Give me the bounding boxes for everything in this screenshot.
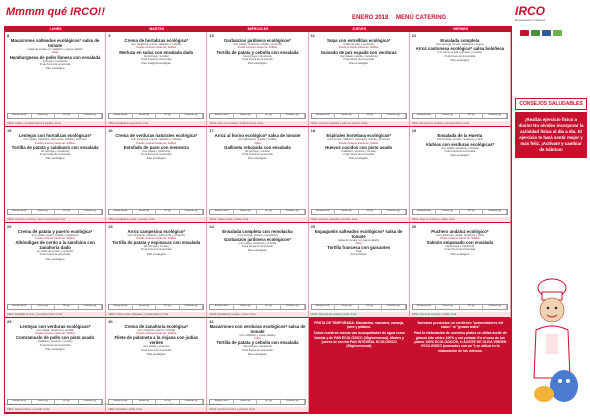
nutrition-label: Proteínas (g): [180, 210, 204, 214]
second-course: Tortilla de patata y cebolla con ensalada: [216, 340, 299, 346]
logo-subtitle: Restauración colectiva: [515, 18, 546, 22]
allergen-note: Puede contener trazas de: Sulfitos: [136, 236, 177, 240]
nutrition-label: HC (g): [55, 305, 79, 309]
second-course: Merluza en salsa con ensalada dado: [119, 49, 194, 55]
dessert: Fruta fresca de temporada: [140, 248, 172, 252]
nutrition-label: Proteínas (g): [180, 114, 204, 118]
nutrition-table: [7, 304, 103, 310]
bread: Pan ecológico: [45, 156, 65, 161]
day-cell: [106, 318, 207, 413]
day-cell: [410, 223, 511, 318]
first-course-detail: (con patata, puerro, cebolla y zanahoria): [31, 233, 79, 237]
nutrition-label: Proteínas (g): [180, 400, 204, 404]
dinner-suggestion: CENA: Menestra de verduras y pollo. Fruta: [309, 312, 409, 317]
nutrition-label: Energía (kcal): [109, 305, 133, 309]
nutrition-label: Energía (kcal): [312, 114, 336, 118]
nutrition-label: Proteínas (g): [483, 305, 507, 309]
day-number: 15: [7, 128, 12, 134]
nutrition-label: HC (g): [359, 114, 383, 118]
nutrition-label: Proteínas (g): [382, 305, 406, 309]
first-course: Ensalada completa con remolacha: [222, 228, 293, 234]
first-course: Crema de zanahoria ecológica*: [124, 323, 189, 329]
nutrition-table: [412, 113, 508, 119]
second-course-detail: (con patata y pimiento): [143, 345, 170, 349]
second-course-detail: (con patata, zanahoria y cebolla): [238, 241, 277, 245]
second-course-detail: (de lechuga y zanahoria): [40, 149, 70, 153]
nutrition-label: HC (g): [460, 114, 484, 118]
second-course: Gallineta rebozada con ensalada: [224, 144, 291, 150]
eco-info-line: Nuestros productos no contienen "potenciadores del sabor" ni "grasas trans": [417, 320, 504, 330]
dessert: Fruta fresca de temporada: [140, 153, 172, 157]
dessert: Fruta fresca de temporada: [140, 57, 172, 61]
day-cell: [5, 223, 106, 318]
nutrition-label: Grasas (g): [234, 114, 258, 118]
first-course-detail: (con zanahoria, calabacín, judía verde y pimiento): [127, 233, 185, 237]
nutrition-label: HC (g): [156, 210, 180, 214]
second-course-detail: (de lechuga y tomate): [244, 149, 271, 153]
nutrition-label: Grasas (g): [436, 210, 460, 214]
first-course-detail: (con zanahoria, puerro, calabacín y cebolla): [131, 138, 182, 142]
nutrition-label: Grasas (g): [335, 114, 359, 118]
first-course: Espaguetis salteados ecológicos* salsa de tomate: [314, 228, 403, 239]
dessert: Fruta fresca de temporada: [343, 153, 374, 157]
nutrition-label: Grasas (g): [436, 114, 460, 118]
first-course: Puchero andaluz ecológico*: [431, 228, 489, 234]
first-course-detail: (salsa de tomate con calabacín y queso rallado): [27, 48, 83, 51]
day-number: 26: [411, 223, 417, 229]
nutrition-label: Energía (kcal): [8, 400, 32, 404]
nutrition-label: Grasas (g): [436, 305, 460, 309]
day-number: 23: [108, 223, 113, 229]
allergen-note: Dieta: [52, 51, 59, 55]
dinner-suggestion: CENA: Ensalada de arroz y pescado al horno. Fruta: [5, 312, 105, 317]
day-cell: [5, 318, 106, 413]
nutrition-label: Proteínas (g): [79, 210, 103, 214]
allergen-note: Puede contener trazas de: Sulfitos: [338, 46, 379, 50]
first-course-detail: (con lechuga, tomate, zanahoria y maíz): [436, 138, 484, 142]
second-course-detail: (de lechuga y zanahoria): [445, 245, 475, 249]
day-number: 29: [7, 318, 12, 324]
nutrition-label: Energía (kcal): [413, 305, 437, 309]
nutrition-table: [209, 304, 305, 310]
second-course: Tortilla de patata y calabacín con ensalada: [11, 144, 99, 150]
dessert: Fruta fresca de temporada: [242, 348, 273, 352]
day-cell: [309, 127, 410, 222]
day-header: LUNES: [5, 27, 106, 32]
second-course: Garbanzos jardinera ecológicos*: [224, 236, 291, 242]
second-course: Albóndigas de cerdo a la samfaina con zanahoria dado: [15, 240, 95, 251]
dessert: Fruta fresca de temporada: [444, 54, 476, 58]
bread: Pan ecológico: [248, 248, 267, 253]
nutrition-label: Energía (kcal): [210, 305, 234, 309]
day-header: MARTES: [106, 27, 207, 32]
second-course-detail: (calabacín, pimiento y tomate): [341, 149, 377, 153]
dinner-suggestion: CENA: Sopa de fideos y pescado. Fruta: [5, 407, 105, 412]
nutrition-label: Grasas (g): [234, 305, 258, 309]
bread: Pan ecológico: [248, 61, 267, 66]
nutrition-label: Energía (kcal): [312, 305, 336, 309]
nutrition-label: Grasas (g): [32, 305, 56, 309]
nutrition-label: HC (g): [55, 114, 79, 118]
nutrition-label: Grasas (g): [234, 210, 258, 214]
day-number: 16: [108, 128, 113, 134]
dinner-suggestion: CENA: Ensalada de pasta y pescado. Fruta: [106, 217, 206, 222]
bread: Pan ecológico: [45, 66, 65, 71]
bread: Pan ecológico: [146, 156, 166, 161]
day-cell: [309, 223, 410, 318]
second-course-detail: (con carne picada, guisantes y tomate): [437, 51, 483, 55]
nutrition-label: Energía (kcal): [8, 305, 32, 309]
bread: Pan integral ecológico: [141, 61, 172, 66]
day-number: 17: [209, 128, 214, 134]
dinner-suggestion: CENA: Crema de verduras y tortilla. Fruta: [410, 312, 510, 317]
nutrition-label: HC (g): [359, 305, 383, 309]
nutrition-label: Energía (kcal): [210, 210, 234, 214]
dessert: Fruta fresca de temporada: [444, 149, 476, 153]
allergen-note: Puede contener trazas de: Sulfitos: [237, 46, 278, 50]
nutrition-label: Proteínas (g): [180, 305, 204, 309]
nutrition-label: HC (g): [156, 400, 180, 404]
nutrition-label: Energía (kcal): [109, 210, 133, 214]
second-course: Tortilla de patata y cebolla con ensalada: [216, 49, 299, 55]
nutrition-label: Proteínas (g): [281, 114, 305, 118]
dessert: Pan ecológico: [350, 253, 367, 257]
day-cell: [309, 32, 410, 127]
nutrition-label: Grasas (g): [133, 400, 157, 404]
second-course: Tortilla francesa con guisantes: [327, 245, 391, 251]
eco-info-box: [410, 318, 511, 413]
first-course: Espirales hortelana ecológicas*: [326, 133, 392, 139]
bread: Pan ecológico: [450, 57, 470, 62]
day-header: VIERNES: [410, 27, 511, 32]
allergen-note: Dieta: [355, 241, 362, 245]
allergen-note: Puede contener trazas de: Sulfitos: [35, 141, 75, 145]
chef-mascot-illustration: [524, 268, 580, 408]
allergen-note: Puede contener trazas de: Sulfitos: [35, 332, 75, 336]
day-cell: [5, 32, 106, 127]
day-cell: [207, 318, 308, 413]
dinner-suggestion: CENA: Judías verdes y tortilla. Fruta: [207, 217, 307, 222]
first-course: Ensalada de la Huerta: [437, 133, 483, 139]
first-course-detail: (con patata, zanahoria, judía verde, cebolla y pimiento): [23, 138, 87, 142]
eu-organic-icon: [553, 30, 562, 36]
dinner-suggestion: CENA: Menestra de verduras y pescado blanco. Fruta: [410, 121, 510, 126]
second-course: Contramuslo de pollo con pisto asado: [16, 335, 95, 341]
menu-calendar-grid: [4, 26, 512, 414]
day-number: 18: [310, 128, 316, 134]
day-cell: [106, 223, 207, 318]
nutrition-label: Grasas (g): [335, 210, 359, 214]
nutrition-label: Grasas (g): [234, 400, 258, 404]
nutrition-label: HC (g): [257, 210, 281, 214]
footer-note: Consulte las fichas con el contenido nutricional y alérgenos de cada plato a su disposición en el centro. Menú elaborado por nutricionistas del departamento de calidad de IRCO. La información nutricional se calcula por ración.: [4, 404, 223, 406]
nutrition-label: Proteínas (g): [382, 114, 406, 118]
dinner-suggestion: CENA: Ensalada de legumbres. Fruta: [106, 121, 206, 126]
first-course: Garbanzos jardinera ecológicos*: [224, 38, 291, 43]
dinner-suggestion: CENA: Coliflor y pescado blanco al papillote. Fruta: [5, 121, 105, 126]
bread: Pan ecológico: [349, 156, 369, 161]
nutrition-label: Energía (kcal): [210, 114, 234, 118]
nutrition-label: Energía (kcal): [413, 210, 437, 214]
first-course: Sopa con estrellitas ecológica*: [327, 38, 391, 43]
first-course: Crema de hortalizas ecológica*: [124, 38, 189, 43]
first-course-detail: (caldo de pollo y verduras): [343, 43, 374, 46]
nutrition-label: Grasas (g): [32, 210, 56, 214]
first-course-detail: (con garbanzos, patata, zanahoria y pollo): [435, 233, 485, 237]
day-cell: [410, 32, 511, 127]
dinner-suggestion: CENA: Ensalada de lentejas y huevo. Fruta: [207, 312, 307, 317]
day-header: MIÉRCOLES: [207, 27, 308, 32]
eco-leaf-icon: [531, 30, 540, 36]
nutrition-table: [209, 113, 305, 119]
nutrition-label: Grasas (g): [133, 210, 157, 214]
nutrition-label: HC (g): [257, 400, 281, 404]
nutrition-table: [7, 209, 103, 215]
first-course-detail: (con lechuga, tomate y remolacha): [237, 233, 278, 237]
first-course: Lentejas con hortalizas ecológicas*: [18, 133, 92, 139]
dessert: Fruta fresca de temporada: [39, 62, 71, 66]
dinner-suggestion: CENA: Judías verdes salteadas y pescado blanco. Fruta: [106, 312, 206, 317]
first-course-detail: (con zanahoria, puerro y cebolla): [137, 328, 176, 332]
second-course: Salmón empanado con ensalada: [426, 240, 494, 246]
fruit-info-line: FRUTA DE TEMPORADA: Mandarina, manzana, naranja, pera y plátano.: [314, 320, 405, 330]
dinner-suggestion: CENA: Verduras al horno y pescado. Fruta: [207, 407, 307, 412]
nutrition-label: Proteínas (g): [281, 305, 305, 309]
page-header: [0, 0, 590, 26]
dessert: Fruta fresca de temporada: [242, 245, 273, 249]
day-number: 31: [209, 318, 214, 324]
dessert: Fruta fresca de temporada: [39, 253, 71, 257]
bread: Pan ecológico: [248, 156, 267, 161]
dinner-suggestion: CENA: Ensalada y tortilla. Fruta: [106, 407, 206, 412]
second-course: Estofado de pavo con menestra: [123, 144, 189, 150]
day-number: 30: [108, 318, 113, 324]
nutrition-label: HC (g): [156, 114, 180, 118]
first-course: Arroz campesina ecológico*: [127, 228, 186, 234]
dinner-suggestion: CENA: Verduras salteadas y pescado. Fruta: [309, 217, 409, 222]
nutrition-label: Grasas (g): [32, 114, 56, 118]
second-course-detail: (de lechuga y tomate): [143, 245, 169, 249]
day-number: 8: [7, 33, 10, 38]
nutrition-label: Energía (kcal): [8, 114, 32, 118]
consejos-body: ¡Realiza ejercicio físico a diario! No olvides incorporar la actividad física al día a día. El ejercicio te hará sentir mejor y más feliz. ¡Actívate y cambiar de hábitos!: [515, 112, 587, 158]
nutrition-label: Proteínas (g): [382, 210, 406, 214]
nutrition-label: Energía (kcal): [210, 400, 234, 404]
nutrition-label: Energía (kcal): [312, 210, 336, 214]
day-cell: [106, 127, 207, 222]
first-course: Ensalada completa: [440, 38, 480, 43]
nutrition-label: HC (g): [460, 210, 484, 214]
nutrition-table: [209, 209, 305, 215]
dessert: Fruta fresca de temporada: [444, 248, 476, 252]
first-course-detail: (salsa de tomate con queso rallado): [338, 238, 380, 242]
dessert: Fruta fresca de temporada: [39, 153, 71, 157]
allergen-note: Puede contener trazas de: Sulfitos: [136, 332, 177, 336]
day-number: 25: [310, 223, 316, 229]
nutrition-label: Energía (kcal): [109, 114, 133, 118]
nutrition-label: Energía (kcal): [109, 400, 133, 404]
second-course-detail: (de lechuga y zanahoria): [243, 54, 272, 58]
brand-title: Mmmm qué IRCO!!: [6, 6, 105, 18]
second-course: Tortilla de patata y espinacas con ensalada: [112, 240, 201, 246]
bread: Pan ecológico: [146, 251, 166, 256]
seal-icon: [520, 30, 529, 36]
allergen-note: Puede contener trazas de: Sulfitos: [136, 46, 177, 50]
day-cell: [5, 127, 106, 222]
nutrition-label: HC (g): [257, 114, 281, 118]
day-number: 24: [209, 223, 214, 229]
menu-title: MENÚ CATERING: [396, 15, 447, 21]
bread: Pan ecológico: [45, 346, 65, 351]
nutrition-label: HC (g): [55, 400, 79, 404]
nutrition-table: [412, 209, 508, 215]
nutrition-table: [7, 113, 103, 119]
day-number: 12: [411, 33, 417, 38]
second-course: Hamburguesa de pollo llanesa con ensalada: [9, 54, 101, 60]
second-course-detail: (en salsa de tomate y verduras): [36, 250, 74, 254]
nutrition-label: Proteínas (g): [281, 400, 305, 404]
bread: Pan ecológico: [248, 351, 267, 356]
nutrition-label: Proteínas (g): [483, 210, 507, 214]
nutrition-table: [108, 113, 204, 119]
nutrition-table: [311, 113, 407, 119]
nutrition-table: [108, 209, 204, 215]
dinner-suggestion: CENA: Crema de verduras y huevo a la plancha. Fruta: [5, 217, 105, 222]
fruit-info-box: [309, 318, 410, 413]
bread: Pan ecológico: [45, 256, 65, 261]
nutrition-label: Grasas (g): [133, 114, 157, 118]
allergen-note: Puede contener trazas de: Sulfitos: [35, 236, 75, 240]
nutrition-label: Grasas (g): [133, 305, 157, 309]
day-number: 19: [411, 128, 417, 134]
first-course: Crema de patata y puerro ecológica*: [17, 228, 93, 234]
bread: Pan ecológico: [450, 251, 470, 256]
dinner-suggestion: CENA: Crema de calabaza y pollo a la plancha. Fruta: [309, 121, 409, 126]
nutrition-table: [311, 304, 407, 310]
allergen-note: Puede contener trazas de: Sulfitos: [440, 236, 480, 240]
nutrition-label: Proteínas (g): [79, 114, 103, 118]
dessert: Fruta fresca de temporada: [242, 57, 273, 61]
bread: Pan ecológico: [349, 61, 369, 66]
day-number: 9: [108, 33, 111, 38]
first-course-detail: (con tomate, calabacín, berenjena, cebolla y pimiento): [327, 138, 390, 142]
nutrition-label: Grasas (g): [32, 400, 56, 404]
nutrition-label: Proteínas (g): [483, 114, 507, 118]
month-label: ENERO 2018: [352, 15, 389, 21]
allergen-note: Dieta: [254, 337, 261, 341]
nutrition-label: Energía (kcal): [413, 114, 437, 118]
first-course-detail: (con patata, zanahoria y cebolla): [36, 328, 74, 332]
dessert: Fruta fresca de temporada: [242, 153, 273, 157]
day-number: 11: [310, 33, 315, 38]
bread: Pan ecológico: [146, 351, 166, 356]
eco-info-line: Para la elaboración de nuestros platos se utiliza aceite de girasol alto oleico 100% y sal yodada. En el caso de los platos 100% ECOLÓGICOS, el ACEITE DE OLIVA VIRGEN ECOLÓGICO (marcados con un *) se utiliza en la elaboración de los mismos.: [413, 331, 507, 353]
first-course-detail: (con calabacín y queso rallado): [239, 333, 276, 337]
nutrition-table: [412, 304, 508, 310]
nutrition-table: [108, 304, 204, 310]
first-course: Lentejas con verduras ecológicas*: [19, 323, 91, 329]
nutrition-label: Proteínas (g): [79, 400, 103, 404]
nutrition-label: HC (g): [460, 305, 484, 309]
second-course-detail: (con patata, zanahoria y cebolla): [441, 146, 479, 150]
day-cell: [207, 32, 308, 127]
second-course-detail: Yogur: [355, 250, 363, 254]
quality-seal-icon: [542, 30, 551, 36]
second-course-detail: (calabacín, pimiento y tomate): [37, 340, 73, 344]
dessert: Fruta fresca de temporada: [140, 348, 172, 352]
nutrition-label: HC (g): [156, 305, 180, 309]
nutrition-label: Proteínas (g): [281, 210, 305, 214]
dinner-suggestion: CENA: Arroz con verduras y tortilla francesa. Fruta: [207, 121, 307, 126]
day-number: 22: [7, 223, 12, 229]
first-course: Crema de verduras naturales ecológica*: [115, 133, 198, 139]
dessert: Fruta fresca de temporada: [39, 343, 71, 347]
bread: Pan ecológico: [450, 153, 470, 158]
first-course-detail: (con lechuga, tomate, zanahoria y huevo): [436, 43, 484, 46]
second-course-detail: (con patata, cebolla y zanahoria): [339, 54, 378, 58]
day-cell: [207, 127, 308, 222]
nutrition-label: Proteínas (g): [79, 305, 103, 309]
certification-seals: [520, 30, 562, 36]
allergen-note: Puede contener trazas de: Sulfitos: [136, 141, 177, 145]
day-number: 10: [209, 33, 214, 38]
first-course-detail: (con zanahoria, puerro, calabacín y cebolla): [131, 43, 182, 46]
allergen-note: Dieta: [254, 141, 261, 145]
second-course-detail: (de lechuga y tomate): [143, 54, 169, 58]
nutrition-label: HC (g): [257, 305, 281, 309]
second-course: Alubias con verduras ecológicas*: [425, 141, 495, 147]
nutrition-label: Energía (kcal): [8, 210, 32, 214]
second-course-detail: (de lechuga y zanahoria): [243, 345, 272, 349]
dinner-suggestion: CENA: Sopa de verduras y tortilla. Fruta: [410, 217, 510, 222]
second-course: Filete de palometa a la riojana con judías verdes: [114, 335, 199, 346]
fruit-info-line: Todos nuestros menús van acompañados de agua como bebida y de PAN ECOLÓGICO (30g/comensal). Martes y jueves se servirá PAN INTEGRAL ECOLÓGICO (30g/comensal).: [313, 331, 405, 349]
first-course: Arroz al horno ecológico* salsa de tomate: [214, 133, 301, 139]
nutrition-label: Grasas (g): [335, 305, 359, 309]
first-course-detail: (con patata, zanahoria, cebolla y pimiento): [233, 43, 282, 46]
consejos-title: CONSEJOS SALUDABLES: [515, 98, 587, 110]
consejos-panel: [515, 98, 587, 158]
day-cell: [207, 223, 308, 318]
day-cell: [106, 32, 207, 127]
first-course: Macarrones salteados ecológicos* salsa de tomate: [10, 38, 100, 48]
allergen-note: Puede contener trazas de: Sulfitos: [338, 141, 379, 145]
first-course: Macarrones con verduras ecológicos* salsa de tomate: [209, 323, 306, 334]
nutrition-label: HC (g): [359, 210, 383, 214]
second-course: Arroz cantonesa ecológico* salsa boloñesa: [415, 46, 505, 52]
nutrition-table: [311, 209, 407, 215]
first-course-detail: (con garbanzos, patata y costilla): [238, 138, 277, 142]
second-course: Huevos cocidos con pisto asado: [325, 144, 393, 150]
second-course-detail: (con patata y zanahoria): [142, 149, 171, 153]
second-course: Guisado de pez espada con verduras: [320, 49, 397, 55]
nutrition-label: HC (g): [55, 210, 79, 214]
day-cell: [410, 127, 511, 222]
second-course-detail: (lechuga y zanahoria): [42, 59, 68, 63]
day-header: JUEVES: [309, 27, 410, 32]
logo-name: IRCO: [515, 4, 545, 18]
dessert: Fruta fresca de temporada: [343, 57, 374, 61]
